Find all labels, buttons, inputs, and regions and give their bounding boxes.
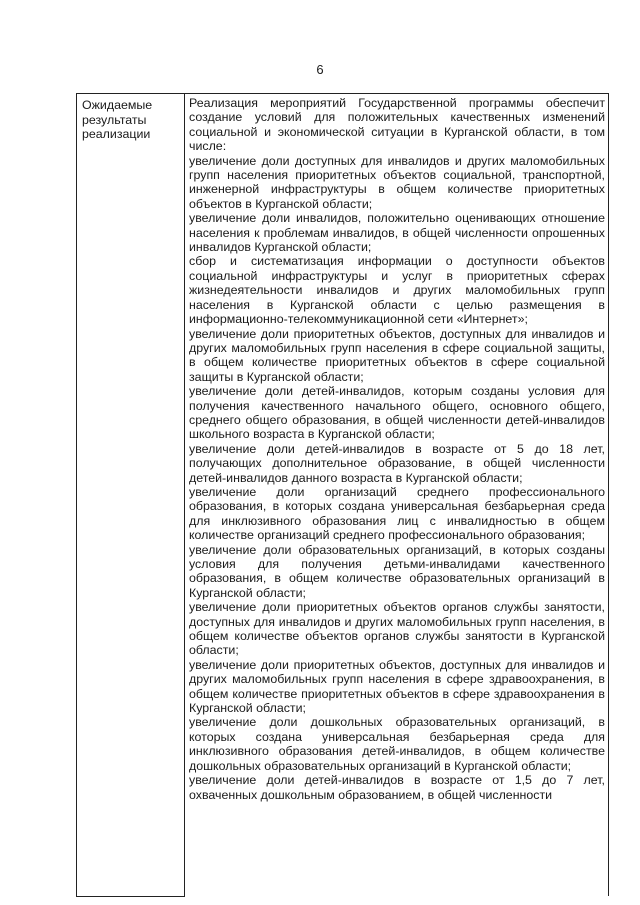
list-item: сбор и систематизация информации о доступности объектов социальной инфраструктуры и услуг в приоритетных сферах жизнедеятельности инвалидов и других маломобильных групп населения в Курганской области с целью размещения в информационно-телекоммуникационной сети «Интернет»; bbox=[189, 254, 605, 327]
list-item: увеличение доли приоритетных объектов, доступных для инвалидов и других маломобильных групп населения в сфере здравоохранения, в общем количестве приоритетных объектов в сфере здравоохранения в Курганской области; bbox=[189, 657, 605, 716]
table-row bbox=[77, 94, 609, 897]
list-item: увеличение доли доступных для инвалидов и других маломобильных групп населения приоритетных объектов социальной, транспортной, инженерной инфраструктуры в общем количестве приоритетных объектов в Курганской области; bbox=[189, 153, 605, 211]
list-item: увеличение доли образовательных организаций, в которых созданы условия для получения детьми-инвалидами качественного образования, в общем количестве образовательных организаций в Курганской области; bbox=[189, 542, 605, 600]
list-item: увеличение доли детей-инвалидов в возрасте от 5 до 18 лет, получающих дополнительное образование, в общей численности детей-инвалидов данного возраста в Курганской области; bbox=[189, 441, 605, 485]
list-item: увеличение доли дошкольных образовательных организаций, в которых создана универсальная безбарьерная среда для инклюзивного образования детей-инвалидов, в общем количестве дошкольных образовательных организаций в Курганской области; bbox=[189, 715, 605, 773]
list-item: увеличение доли детей-инвалидов, которым созданы условия для получения качественного начального общего, основного общего, среднего общего образования, в общей численности детей-инвалидов школьного возраста в Курганской области; bbox=[189, 384, 605, 442]
paragraph-intro: Реализация мероприятий Государственной программы обеспечит создание условий для положительных качественных изменений социальной и экономической ситуации в Курганской области, в том числе: bbox=[189, 96, 605, 154]
list-item: увеличение доли приоритетных объектов, доступных для инвалидов и других маломобильных групп населения в сфере социальной защиты, в общем количестве приоритетных объектов в сфере социальной защиты в Курганской области; bbox=[189, 326, 605, 384]
row-content bbox=[185, 94, 609, 897]
page-number: 6 bbox=[316, 62, 324, 77]
list-item: увеличение доли детей-инвалидов в возрасте от 1,5 до 7 лет, охваченных дошкольным образованием, в общей численности bbox=[189, 773, 605, 802]
list-item: увеличение доли инвалидов, положительно оценивающих отношение населения к проблемам инвалидов, в общей численности опрошенных инвалидов Курганской области; bbox=[189, 211, 605, 255]
list-item: увеличение доли приоритетных объектов органов службы занятости, доступных для инвалидов и других маломобильных групп населения, в общем количестве объектов органов службы занятости в Курганской области; bbox=[189, 600, 605, 658]
list-item: увеличение доли организаций среднего профессионального образования, в которых создана универсальная безбарьерная среда для инклюзивного образования лиц с инвалидностью в общем количестве организаций среднего профессионального образования; bbox=[189, 484, 605, 543]
row-label: Ожидаемые результаты реализации bbox=[77, 94, 185, 897]
program-passport-table bbox=[76, 93, 609, 897]
